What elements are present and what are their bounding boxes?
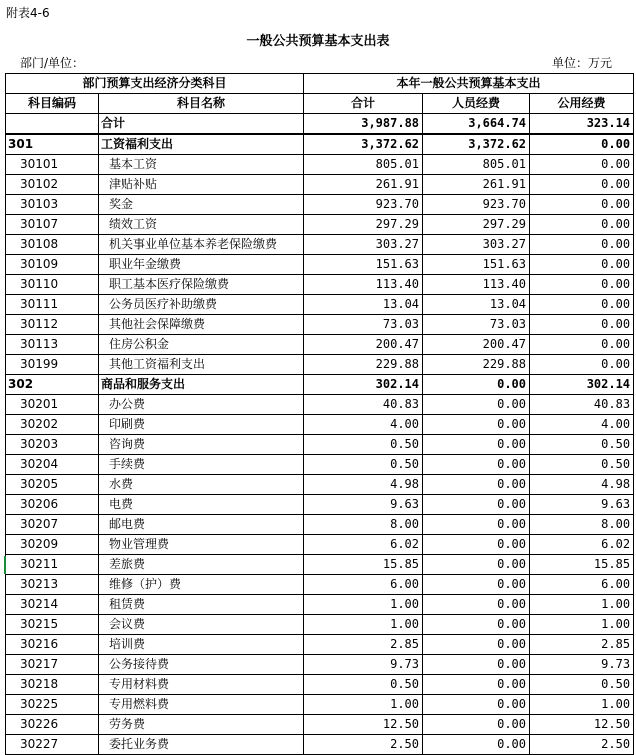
cell-total[interactable]: 923.70: [304, 195, 423, 215]
cell-personnel[interactable]: 0.00: [423, 595, 530, 615]
cell-public[interactable]: 302.14: [530, 375, 634, 395]
table-row: [6, 575, 634, 595]
cell-public[interactable]: 15.85: [530, 555, 634, 575]
column-header-total[interactable]: 合计: [304, 94, 423, 114]
cell-public[interactable]: 0.00: [530, 255, 634, 275]
cell-code[interactable]: 30213: [6, 575, 99, 595]
cell-code[interactable]: 30215: [6, 615, 99, 635]
table-row: [6, 635, 634, 655]
table-row: [6, 695, 634, 715]
cell-code[interactable]: 30211: [6, 555, 99, 575]
cell-name[interactable]: 培训费: [99, 635, 304, 655]
cell-code[interactable]: 30110: [6, 275, 99, 295]
cell-personnel[interactable]: 3,664.74: [423, 114, 530, 135]
table-row: [6, 715, 634, 735]
unit-label: 单位：万元: [551, 56, 612, 70]
table-row: [6, 295, 634, 315]
cell-public[interactable]: 9.73: [530, 655, 634, 675]
cell-personnel[interactable]: 113.40: [423, 275, 530, 295]
total-row: [6, 114, 634, 135]
cell-personnel[interactable]: 0.00: [423, 715, 530, 735]
cell-total[interactable]: 302.14: [304, 375, 423, 395]
cell-public[interactable]: 1.00: [530, 615, 634, 635]
cell-public[interactable]: 0.00: [530, 295, 634, 315]
cell-name[interactable]: 其他工资福利支出: [99, 355, 304, 375]
cell-public[interactable]: 0.00: [530, 195, 634, 215]
cell-name[interactable]: 电费: [99, 495, 304, 515]
cell-name[interactable]: 奖金: [99, 195, 304, 215]
table-row: [6, 595, 634, 615]
cell-personnel[interactable]: 73.03: [423, 315, 530, 335]
cell-name[interactable]: 公务接待费: [99, 655, 304, 675]
cell-personnel[interactable]: 0.00: [423, 455, 530, 475]
cell-code[interactable]: 30206: [6, 495, 99, 515]
cell-code[interactable]: 30204: [6, 455, 99, 475]
cell-total[interactable]: 8.00: [304, 515, 423, 535]
cell-code[interactable]: 302: [6, 375, 99, 395]
cell-code[interactable]: 30103: [6, 195, 99, 215]
cell-total[interactable]: 13.04: [304, 295, 423, 315]
table-row: [6, 275, 634, 295]
table-row: [6, 335, 634, 355]
cell-public[interactable]: 4.98: [530, 475, 634, 495]
cell-total[interactable]: 12.50: [304, 715, 423, 735]
cell-public[interactable]: 40.83: [530, 395, 634, 415]
cell-name[interactable]: 其他社会保障缴费: [99, 315, 304, 335]
cell-personnel[interactable]: 0.00: [423, 555, 530, 575]
cell-name[interactable]: 咨询费: [99, 435, 304, 455]
cell-total[interactable]: 2.85: [304, 635, 423, 655]
department-label: 部门/单位：: [20, 56, 85, 70]
cell-personnel[interactable]: 0.00: [423, 415, 530, 435]
cell-code[interactable]: 30216: [6, 635, 99, 655]
cell-total[interactable]: 3,372.62: [304, 134, 423, 155]
cell-name[interactable]: 委托业务费: [99, 735, 304, 755]
table-row: [6, 495, 634, 515]
cell-code[interactable]: 30109: [6, 255, 99, 275]
table-row: [6, 315, 634, 335]
cell-public[interactable]: 0.00: [530, 134, 634, 155]
table-row: [6, 455, 634, 475]
cell-personnel[interactable]: 0.00: [423, 535, 530, 555]
cell-personnel[interactable]: 923.70: [423, 195, 530, 215]
cell-name[interactable]: 专用燃料费: [99, 695, 304, 715]
table-row: [6, 355, 634, 375]
cell-total[interactable]: 6.02: [304, 535, 423, 555]
table-row: [6, 655, 634, 675]
cell-public[interactable]: 0.00: [530, 335, 634, 355]
cell-personnel[interactable]: 0.00: [423, 495, 530, 515]
cell-name[interactable]: 会议费: [99, 615, 304, 635]
cell-personnel[interactable]: 0.00: [423, 735, 530, 755]
table-row: [6, 134, 634, 155]
cell-name[interactable]: 邮电费: [99, 515, 304, 535]
cell-total[interactable]: 0.50: [304, 675, 423, 695]
cell-public[interactable]: 2.85: [530, 635, 634, 655]
cell-public[interactable]: 4.00: [530, 415, 634, 435]
cell-code[interactable]: 30217: [6, 655, 99, 675]
cell-personnel[interactable]: 0.00: [423, 395, 530, 415]
cell-total[interactable]: 9.63: [304, 495, 423, 515]
expenditure-table: [5, 73, 634, 755]
cell-public[interactable]: 12.50: [530, 715, 634, 735]
cell-total[interactable]: 297.29: [304, 215, 423, 235]
cell-total[interactable]: 4.00: [304, 415, 423, 435]
group-header-row: [6, 74, 634, 94]
cell-personnel[interactable]: 3,372.62: [423, 134, 530, 155]
cell-public[interactable]: 2.50: [530, 735, 634, 755]
cell-personnel[interactable]: 0.00: [423, 675, 530, 695]
table-row: [6, 615, 634, 635]
cell-code[interactable]: 30101: [6, 155, 99, 175]
cell-code[interactable]: 30207: [6, 515, 99, 535]
cell-code[interactable]: 30227: [6, 735, 99, 755]
cell-total[interactable]: 1.00: [304, 595, 423, 615]
cell-name[interactable]: 职业年金缴费: [99, 255, 304, 275]
cell-name[interactable]: 津贴补贴: [99, 175, 304, 195]
cell-code[interactable]: 30203: [6, 435, 99, 455]
cell-public[interactable]: 6.00: [530, 575, 634, 595]
cell-code[interactable]: 30218: [6, 675, 99, 695]
cell-public[interactable]: 0.00: [530, 215, 634, 235]
table-row: [6, 375, 634, 395]
cell-code[interactable]: [6, 114, 99, 135]
cell-code[interactable]: 30214: [6, 595, 99, 615]
cell-total[interactable]: 2.50: [304, 735, 423, 755]
cell-public[interactable]: 0.00: [530, 235, 634, 255]
table-row: [6, 215, 634, 235]
table-row: [6, 475, 634, 495]
cell-personnel[interactable]: 0.00: [423, 635, 530, 655]
cell-total[interactable]: 73.03: [304, 315, 423, 335]
cell-name[interactable]: 住房公积金: [99, 335, 304, 355]
cell-code[interactable]: 30102: [6, 175, 99, 195]
cell-personnel[interactable]: 0.00: [423, 575, 530, 595]
cell-public[interactable]: 1.00: [530, 695, 634, 715]
cell-public[interactable]: 0.00: [530, 315, 634, 335]
cell-code[interactable]: 30111: [6, 295, 99, 315]
group-header-budget[interactable]: 本年一般公共预算基本支出: [304, 74, 634, 94]
cell-code[interactable]: 30112: [6, 315, 99, 335]
cell-total[interactable]: 1.00: [304, 695, 423, 715]
cell-personnel[interactable]: 151.63: [423, 255, 530, 275]
cell-personnel[interactable]: 0.00: [423, 655, 530, 675]
cell-name[interactable]: 劳务费: [99, 715, 304, 735]
table-row: [6, 395, 634, 415]
cell-code[interactable]: 30199: [6, 355, 99, 375]
column-header-name[interactable]: 科目名称: [99, 94, 304, 114]
cell-personnel[interactable]: 229.88: [423, 355, 530, 375]
cell-total[interactable]: 229.88: [304, 355, 423, 375]
cell-name[interactable]: 合计: [99, 114, 304, 135]
table-row: [6, 515, 634, 535]
cell-name[interactable]: 物业管理费: [99, 535, 304, 555]
cell-code[interactable]: 30113: [6, 335, 99, 355]
column-header-personnel[interactable]: 人员经费: [423, 94, 530, 114]
cell-public[interactable]: 6.02: [530, 535, 634, 555]
table-row: [6, 535, 634, 555]
cell-public[interactable]: 0.00: [530, 355, 634, 375]
cell-total[interactable]: 40.83: [304, 395, 423, 415]
column-header-code[interactable]: 科目编码: [6, 94, 99, 114]
cell-public[interactable]: 323.14: [530, 114, 634, 135]
cell-code[interactable]: 30107: [6, 215, 99, 235]
cell-personnel[interactable]: 0.00: [423, 695, 530, 715]
cell-public[interactable]: 0.50: [530, 675, 634, 695]
cell-code[interactable]: 30205: [6, 475, 99, 495]
cell-name[interactable]: 职工基本医疗保险缴费: [99, 275, 304, 295]
cell-name[interactable]: 水费: [99, 475, 304, 495]
table-row: [6, 735, 634, 755]
table-row: [6, 555, 634, 575]
column-header-row: [6, 94, 634, 114]
cell-total[interactable]: 261.91: [304, 175, 423, 195]
cell-name[interactable]: 基本工资: [99, 155, 304, 175]
cell-personnel[interactable]: 0.00: [423, 375, 530, 395]
cell-total[interactable]: 113.40: [304, 275, 423, 295]
table-row: [6, 175, 634, 195]
cell-personnel[interactable]: 805.01: [423, 155, 530, 175]
cell-name[interactable]: 商品和服务支出: [99, 375, 304, 395]
table-row: [6, 155, 634, 175]
cell-name[interactable]: 绩效工资: [99, 215, 304, 235]
cell-public[interactable]: 0.50: [530, 435, 634, 455]
column-header-public[interactable]: 公用经费: [530, 94, 634, 114]
cell-personnel[interactable]: 0.00: [423, 435, 530, 455]
cell-name[interactable]: 办公费: [99, 395, 304, 415]
cell-code[interactable]: 30225: [6, 695, 99, 715]
cell-total[interactable]: 3,987.88: [304, 114, 423, 135]
cell-total[interactable]: 15.85: [304, 555, 423, 575]
cell-total[interactable]: 1.00: [304, 615, 423, 635]
cell-selection-marker: [4, 556, 6, 574]
cell-code[interactable]: 30202: [6, 415, 99, 435]
cell-personnel[interactable]: 0.00: [423, 475, 530, 495]
cell-public[interactable]: 1.00: [530, 595, 634, 615]
cell-name[interactable]: 机关事业单位基本养老保险缴费: [99, 235, 304, 255]
cell-public[interactable]: 0.00: [530, 155, 634, 175]
cell-name[interactable]: 工资福利支出: [99, 134, 304, 155]
cell-public[interactable]: 0.00: [530, 275, 634, 295]
cell-total[interactable]: 151.63: [304, 255, 423, 275]
table-row: [6, 255, 634, 275]
cell-name[interactable]: 专用材料费: [99, 675, 304, 695]
cell-total[interactable]: 303.27: [304, 235, 423, 255]
cell-name[interactable]: 印刷费: [99, 415, 304, 435]
cell-public[interactable]: 0.00: [530, 175, 634, 195]
cell-code[interactable]: 30108: [6, 235, 99, 255]
cell-code[interactable]: 30209: [6, 535, 99, 555]
table-row: [6, 675, 634, 695]
cell-personnel[interactable]: 261.91: [423, 175, 530, 195]
appendix-label: 附表4-6: [6, 6, 50, 20]
table-row: [6, 235, 634, 255]
cell-personnel[interactable]: 0.00: [423, 615, 530, 635]
cell-personnel[interactable]: 0.00: [423, 515, 530, 535]
cell-total[interactable]: 200.47: [304, 335, 423, 355]
table-row: [6, 435, 634, 455]
cell-name[interactable]: 手续费: [99, 455, 304, 475]
cell-public[interactable]: 8.00: [530, 515, 634, 535]
cell-total[interactable]: 6.00: [304, 575, 423, 595]
cell-total[interactable]: 0.50: [304, 435, 423, 455]
cell-personnel[interactable]: 303.27: [423, 235, 530, 255]
cell-name[interactable]: 公务员医疗补助缴费: [99, 295, 304, 315]
cell-code[interactable]: 301: [6, 134, 99, 155]
cell-personnel[interactable]: 13.04: [423, 295, 530, 315]
cell-total[interactable]: 4.98: [304, 475, 423, 495]
table-body: [6, 114, 634, 755]
cell-public[interactable]: 0.50: [530, 455, 634, 475]
cell-code[interactable]: 30201: [6, 395, 99, 415]
cell-personnel[interactable]: 200.47: [423, 335, 530, 355]
cell-code[interactable]: 30226: [6, 715, 99, 735]
group-header-classification[interactable]: 部门预算支出经济分类科目: [6, 74, 304, 94]
cell-total[interactable]: 9.73: [304, 655, 423, 675]
cell-name[interactable]: 租赁费: [99, 595, 304, 615]
table-row: [6, 195, 634, 215]
table-row: [6, 415, 634, 435]
cell-name[interactable]: 维修（护）费: [99, 575, 304, 595]
cell-total[interactable]: 0.50: [304, 455, 423, 475]
cell-personnel[interactable]: 297.29: [423, 215, 530, 235]
cell-public[interactable]: 9.63: [530, 495, 634, 515]
cell-total[interactable]: 805.01: [304, 155, 423, 175]
page-title: 一般公共预算基本支出表: [246, 34, 390, 49]
cell-name[interactable]: 差旅费: [99, 555, 304, 575]
